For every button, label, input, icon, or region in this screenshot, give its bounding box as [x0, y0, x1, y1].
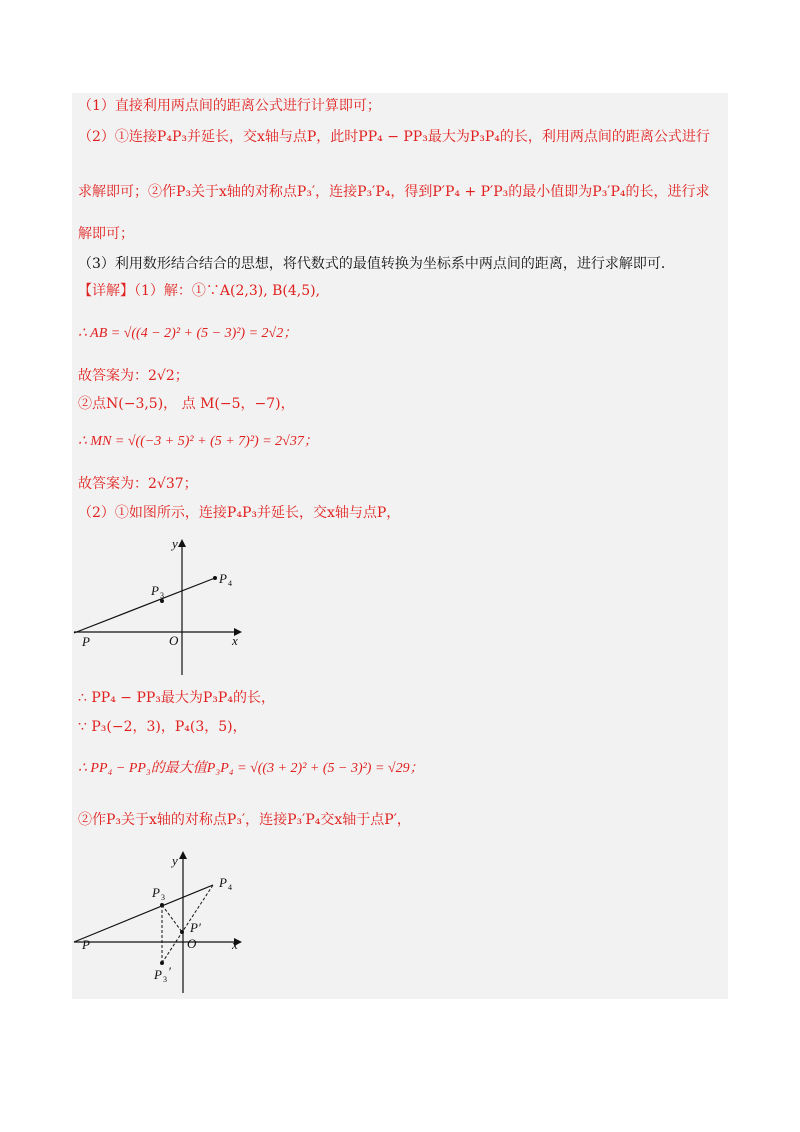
- hint-line-3: 求解即可；②作P₃关于x轴的对称点P₃′，连接P₃′P₄，得到P′P₄ + P′P₃的最小值即为P₃′P₄的长，进行求: [78, 184, 710, 200]
- x-axis-label: x: [232, 633, 238, 648]
- point-p4-label: P: [219, 875, 227, 890]
- line-p3prime-p4: [162, 885, 213, 963]
- point-p3-label: P: [151, 583, 159, 598]
- answer-mn: 故答案为：2√37；: [78, 476, 198, 492]
- max-line: ∴ PP₄ − PP₃最大为P₃P₄的长，: [78, 690, 275, 706]
- origin-label: O: [187, 936, 197, 951]
- y-axis-label: y: [172, 853, 178, 868]
- point-p3-sub: 3: [161, 893, 165, 902]
- hint-line-1: （1）直接利用两点间的距离公式进行计算即可；: [78, 98, 381, 114]
- origin-label: O: [169, 633, 179, 648]
- point-p-label: P: [82, 634, 90, 649]
- point-pprime: [180, 930, 184, 934]
- point-p3prime-label: P: [154, 967, 162, 982]
- hint-line-4: 解即可；: [78, 226, 134, 242]
- detail-heading-line: 【详解】（1）解：①∵A(2,3), B(4,5),: [78, 283, 321, 299]
- point-n-m-line: ②点N(−3,5)， 点 M(−5，−7)，: [78, 396, 295, 412]
- point-p3-label: P: [152, 885, 160, 900]
- point-p3-sub: 3: [160, 591, 164, 600]
- point-p4-sub: 4: [228, 883, 232, 892]
- part2-second-line: ②作P₃关于x轴的对称点P₃′，连接P₃′P₄交x轴于点P′，: [78, 812, 411, 828]
- x-axis-label: x: [232, 937, 238, 952]
- point-p-label: P: [82, 937, 90, 952]
- figure-2-graph: [72, 845, 252, 995]
- point-pprime-label: P′: [190, 920, 201, 935]
- answer-ab: 故答案为：2√2；: [78, 368, 189, 384]
- point-p3prime-mark: ′: [168, 964, 171, 979]
- point-p3: [160, 903, 164, 907]
- figure-1-graph: [72, 535, 252, 680]
- part2-intro-line: （2）①如图所示，连接P₄P₃并延长，交x轴与点P，: [78, 505, 401, 521]
- p3p4-distance-formula: ∴ PP₄ − PP₃的最大值P₃P₄ = √((3 + 2)² + (5 − 3)²) = √29；: [78, 761, 424, 776]
- y-axis-arrow: [178, 539, 186, 547]
- y-axis-label: y: [172, 536, 178, 551]
- point-p4-label: P: [219, 571, 227, 586]
- line-p-p4: [74, 578, 215, 633]
- hint-line-2: （2）①连接P₄P₃并延长，交x轴与点P，此时PP₄ − PP₃最大为P₃P₄的长，利用两点间的距离公式进行: [78, 129, 710, 145]
- point-p3prime: [160, 961, 164, 965]
- point-p4-sub: 4: [228, 579, 232, 588]
- y-axis-arrow: [179, 851, 187, 859]
- hint-line-5: （3）利用数形结合结合的思想，将代数式的最值转换为坐标系中两点间的距离，进行求解即可．: [78, 256, 675, 272]
- point-p4: [213, 576, 217, 580]
- coords-p3-p4: ∵ P₃(−2，3)，P₄(3，5)，: [78, 719, 247, 735]
- point-p3prime-sub: 3: [163, 975, 167, 984]
- mn-distance-formula: ∴ MN = √((−3 + 5)² + (5 + 7)²) = 2√37；: [78, 434, 318, 449]
- ab-distance-formula: ∴ AB = √((4 − 2)² + (5 − 3)²) = 2√2；: [78, 326, 298, 341]
- line-p3-pprime: [162, 905, 182, 932]
